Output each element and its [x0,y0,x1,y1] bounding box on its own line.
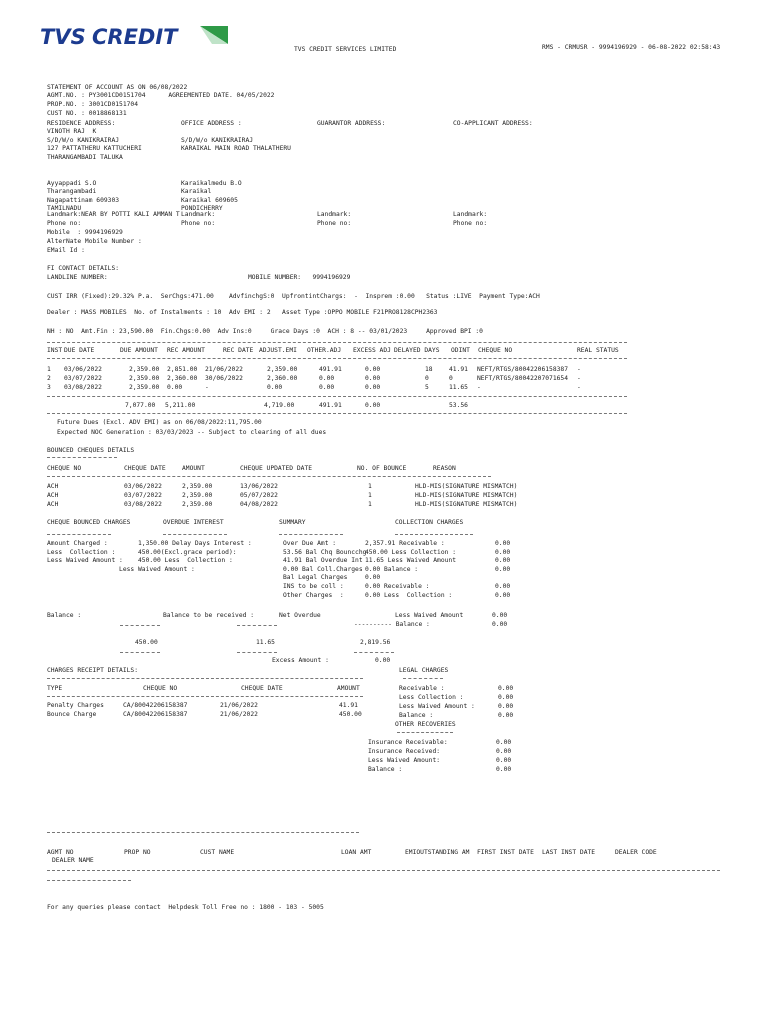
collection-charges-head: COLLECTION CHARGES [395,519,464,526]
table-cell: 491.91 [319,366,342,373]
charges-cell: 0.00 [495,591,511,599]
coapplicant-address-head: CO-APPLICANT ADDRESS: [453,120,533,127]
net-overdue-label: Net Overdue [279,612,321,619]
divider [47,696,363,697]
legal-value: 0.00 [498,703,514,710]
table-cell: HLD-MIS(SIGNATURE MISMATCH) [415,501,518,508]
table-cell: - [577,375,581,382]
table-cell: 21/06/2022 [220,711,258,718]
charges-cell: 0.00 [495,548,511,556]
residence-address-line: Ayyappadi S.O [47,179,97,187]
future-dues: Future Dues (Excl. ADV EMI) as on 06/08/2022:11,795.00 [57,419,262,426]
divider [237,652,277,653]
table-cell: 5 [425,384,429,391]
total-cell: 53.56 [449,402,468,409]
table-cell: - [577,384,581,391]
residence-address-head: RESIDENCE ADDRESS: [47,120,116,127]
column-header: CHEQUE NO [478,347,513,354]
divider [397,732,453,733]
table-cell: 2,359.00 [129,366,160,373]
table-cell: 0.00 [267,384,283,391]
table-cell: 03/06/2022 [124,483,162,490]
balance-value: 450.00 [135,639,158,646]
tvs-credit-logo [40,24,230,52]
office-address-line: S/D/W/o KANIKRAIRAJ [181,136,254,144]
table-cell: 0.00 [319,375,335,382]
other-recoveries-label: Balance : [368,766,403,773]
dealer-name-head: DEALER NAME [52,857,94,864]
table-cell: NEFT/RTGS/80042207071654 [477,375,568,382]
divider [47,832,359,833]
charges-cell: 53.56 Bal Chq Bouncchg [283,548,367,556]
table-cell: 1 [368,501,372,508]
table-cell: 0 [425,375,429,382]
charges-cell: 0.00 Bal Coll.Charges [283,565,363,573]
column-header: EXCESS ADJ [353,347,391,354]
column-header: REC AMOUNT [167,347,205,354]
charges-cell: Over Due Amt : [283,540,337,547]
net-overdue-value: 2,819.56 [360,639,391,646]
landmark-residence: Landmark:NEAR BY POTTI KALI AMMAN T [47,211,180,218]
other-recoveries-label: Insurance Receivable: [368,739,448,746]
total-cell: 491.91 [319,402,342,409]
column-header: LOAN AMT [341,849,372,856]
charges-cell: 0.00 Receivable : [365,583,430,590]
installment-table-header [47,348,637,356]
other-recoveries-value: 0.00 [496,748,512,755]
residence-address-line: VINOTH RAJ K [47,128,97,135]
column-header: CHEQUE UPDATED DATE [240,465,313,472]
divider [47,870,720,871]
table-cell: CA/80042206158387 [123,702,188,709]
guarantor-address-head: GUARANTOR ADDRESS: [317,120,386,127]
charges-cell: 2,357.91 Receivable : [365,540,445,547]
balance-to-receive-label: Balance to be received : [163,612,254,619]
overdue-interest-head: OVERDUE INTEREST [163,519,224,526]
charges-row [47,541,637,549]
charges-cell: 450.00 Less Collection : [365,548,456,556]
other-recoveries-title: OTHER RECOVERIES [395,721,456,728]
column-header: REAL STATUS [577,347,619,354]
office-address-line: PONDICHERRY [181,205,223,213]
column-header: DUE DATE [64,347,95,354]
balance-line-2-value: 0.00 [492,621,508,628]
table-row [47,712,637,720]
office-address-line: Karaikalmedu B.O [181,179,242,187]
charges-cell: 0.00 [365,574,381,582]
charges-cell: 0.00 Less Collection : [365,591,453,599]
legal-label: Balance : [399,712,434,719]
divider [47,457,117,458]
table-cell: 03/08/2022 [124,501,162,508]
table-cell: 2 [47,375,51,382]
email-line: EMail Id : [47,247,85,254]
legal-value: 0.00 [498,694,514,701]
total-cell: 5,211.00 [165,402,196,409]
divider [47,342,627,343]
column-header: INST [47,347,63,354]
column-header: FIRST INST DATE [477,849,534,856]
column-header: CHEQUE NO [47,465,82,472]
excess-amount-label: Excess Amount : [272,657,329,664]
table-cell: 03/07/2022 [64,375,102,382]
helpdesk-line: For any queries please contact Helpdesk Toll Free no : 1800 - 103 - 5005 [47,904,324,911]
table-cell: ACH [47,501,59,508]
charges-cell: Other Charges : [283,591,344,599]
table-row [47,376,637,384]
mobile-line: Mobile : 9994196929 [47,229,123,236]
charges-cell: 0.00 Balance : [365,565,419,573]
table-cell: ACH [47,492,59,499]
table-cell: 0.00 [365,375,381,382]
column-header: REASON [433,465,456,472]
table-cell: 13/06/2022 [240,483,278,490]
table-cell: 2,851.00 [167,366,198,373]
svg-text:CREDIT: CREDIT [92,25,178,49]
divider [47,358,627,359]
column-header: DELAYED DAYS [394,347,440,354]
residence-address-line: TAMILNADU [47,205,82,213]
table-row [47,703,637,711]
table-cell: 1 [368,483,372,490]
svg-text:TVS: TVS [40,25,86,49]
charges-cell: Amount Charged : 1,350.00 Delay Days Interest : [47,540,252,547]
charges-cell: 11.65 Less Waived Amount [365,557,456,565]
column-header: NO. OF BOUNCE [357,465,407,472]
summary-head: SUMMARY [279,519,306,526]
agreement-line: AGMT.NO. : PY3001CD0151704 AGREEMENTED DATE. 04/05/2022 [47,92,275,99]
residence-address-line: Nagapattinam 609303 [47,196,120,204]
column-header: CHEQUE DATE [124,465,166,472]
charges-row [47,593,637,601]
table-cell: 1 [368,492,372,499]
divider [47,476,491,477]
landmark-office: Landmark: [181,211,216,218]
table-row [47,367,637,375]
legal-value: 0.00 [498,712,514,719]
total-cell: 7,077.00 [125,402,156,409]
charges-cell: 41.91 Bal Overdue Int [283,557,363,565]
table-cell: 2,359.00 [182,492,213,499]
fi-mobile-line: MOBILE NUMBER: 9994196929 [248,274,351,281]
residence-address-line: Tharangambadi [47,188,97,196]
table-cell: 03/06/2022 [64,366,102,373]
divider [395,534,473,535]
column-header: TYPE [47,685,63,692]
divider [237,625,277,626]
charges-cell: 0.00 [495,565,511,573]
table-cell: 18 [425,366,433,373]
table-cell: 05/07/2022 [240,492,278,499]
table-cell: - [205,384,209,391]
balance-line-2: ---------- Balance : [354,621,430,628]
landmark-guarantor: Landmark: [317,211,352,218]
excess-amount-value: 0.00 [375,657,391,664]
divider [163,534,227,535]
table-cell: - [577,366,581,373]
table-cell: 0.00 [365,384,381,391]
charges-cell: Less Waived Amount : [47,565,195,573]
table-cell: 03/07/2022 [124,492,162,499]
logo-graphic [40,24,230,52]
landline-line: LANDLINE NUMBER: [47,274,108,281]
phone-office: Phone no: [181,220,216,227]
column-header: ADJUST.EMI [259,347,297,354]
other-recoveries-value: 0.00 [496,766,512,773]
table-cell: 30/06/2022 [205,375,243,382]
table-row [47,484,637,492]
table-row [47,502,637,510]
legal-charges-title: LEGAL CHARGES [399,667,449,674]
office-address-head: OFFICE ADDRESS : [181,120,242,127]
column-header: CHEQUE DATE [241,685,283,692]
noc-generation: Expected NOC Generation : 03/03/2023 -- Subject to clearing of all dues [57,429,327,436]
table-cell: 21/06/2022 [220,702,258,709]
column-header: DEALER CODE [615,849,657,856]
company-name: TVS CREDIT SERVICES LIMITED [294,46,397,53]
statement-title: STATEMENT OF ACCOUNT AS ON 06/08/2022 [47,84,188,91]
other-recoveries-value: 0.00 [496,757,512,764]
bounced-cheques-title: BOUNCED CHEQUES DETAILS [47,447,135,454]
residence-address-line: 127 PATTATHERU KATTUCHERI [47,145,142,153]
table-cell: 0.00 [365,366,381,373]
less-waived-value: 0.00 [492,612,508,619]
phone-coapplicant: Phone no: [453,220,488,227]
phone-residence: Phone no: [47,220,82,227]
table-cell: Bounce Charge [47,711,97,718]
table-cell: - [477,384,481,391]
balance-label: Balance : [47,612,82,619]
charges-cell: 0.00 [495,583,511,590]
table-cell: Penalty Charges [47,702,104,709]
column-header: CHEQUE NO [143,685,178,692]
column-header: AMOUNT [182,465,205,472]
table-cell: 2,359.00 [182,501,213,508]
table-cell: 2,360.00 [267,375,298,382]
legal-label: Less Waived Amount : [399,703,475,710]
office-address-line: KARAIKAL MAIN ROAD THALATHERU [181,145,291,153]
divider [120,652,160,653]
installment-totals [47,403,637,411]
table-cell: 2,359.00 [129,375,160,382]
office-address-line: Karaikal [181,188,212,196]
divider [47,534,111,535]
legal-value: 0.00 [498,685,514,692]
divider [47,880,131,881]
receipts-table-header [47,686,637,694]
customer-line: CUST NO. : 0018868131 [47,110,127,117]
table-cell: HLD-MIS(SIGNATURE MISMATCH) [415,492,518,499]
column-header: REC DATE [223,347,254,354]
divider [354,652,394,653]
table-cell: 41.91 [339,702,358,709]
summary-line-2: Dealer : MASS MOBILES No. of Instalments : 10 Adv EMI : 2 Asset Type :OPPO MOBILE F21PRO8128CPH2363 [47,309,438,316]
charges-cell: Less Collection : 450.00(Excl.grace period): [47,548,237,556]
divider [47,413,627,414]
other-recoveries-label: Insurance Received: [368,748,441,755]
column-header: AGMT NO [47,849,74,856]
charges-row [47,558,637,566]
office-address-line: Karaikal 609605 [181,196,238,204]
table-cell: 2,359.00 [182,483,213,490]
charges-cell: 0.00 [495,557,511,565]
table-cell: 0.00 [319,384,335,391]
summary-line-3: NH : NO Amt.Fin : 23,590.00 Fin.Chgs:0.00 Adv Ins:0 Grace Days :0 ACH : 8 -- 03/01/2023 Approved BPI :0 [47,328,483,335]
charges-cell: Less Waived Amount : 450.00 Less Collection : [47,557,233,565]
column-header: ODINT [451,347,470,354]
table-cell: 41.91 [449,366,468,373]
table-cell: NEFT/RTGS/80042206158387 [477,366,568,373]
table-cell: 03/08/2022 [64,384,102,391]
column-header: OTHER.ADJ [307,347,342,354]
landmark-coapplicant: Landmark: [453,211,488,218]
column-header: CUST NAME [200,849,235,856]
charges-row [47,584,637,592]
proposal-line: PROP.NO. : 3001CD0151704 [47,101,138,108]
cheque-bounced-charges-head: CHEQUE BOUNCED CHARGES [47,519,131,526]
divider [279,534,343,535]
summary-line-1: CUST IRR (Fixed):29.32% P.a. SerChgs:471.00 AdvfinchgS:0 UpfrontintChargs: - Insprem :0.00 Status :LIVE Payment Type:ACH [47,293,540,300]
table-row [47,493,637,501]
table-cell: 2,360.00 [167,375,198,382]
rms-stamp: RMS - CRMUSR - 9994196929 - 06-08-2022 02:58:43 [542,44,721,51]
table-cell: 2,359.00 [129,384,160,391]
table-cell: ACH [47,483,59,490]
divider [47,678,363,679]
total-cell: 4,719.00 [264,402,295,409]
column-header: DUE AMOUNT [120,347,158,354]
table-cell: 2,359.00 [267,366,298,373]
table-cell: HLD-MIS(SIGNATURE MISMATCH) [415,483,518,490]
legal-label: Receivable : [399,685,445,692]
total-cell: 0.00 [365,402,381,409]
fi-contact-title: FI CONTACT DETAILS: [47,265,120,272]
table-row [47,385,637,393]
divider [403,678,443,679]
charges-receipt-title: CHARGES RECEIPT DETAILS: [47,667,138,674]
table-cell: 3 [47,384,51,391]
table-cell: 0.00 [167,384,183,391]
charges-cell: INS to be coll : [283,583,344,590]
column-header: EMIOUTSTANDING AM [405,849,470,856]
legal-label: Less Collection : [399,694,464,701]
residence-address-line: THARANGAMBADI TALUKA [47,153,123,161]
bounced-table-header [47,466,637,474]
charges-cell: Bal Legal Charges [283,574,348,582]
table-cell: CA/80042206158387 [123,711,188,718]
column-header: LAST INST DATE [542,849,596,856]
table-cell: 21/06/2022 [205,366,243,373]
balance-to-receive-value: 11.65 [256,639,275,646]
divider [47,396,627,397]
table-cell: 1 [47,366,51,373]
phone-guarantor: Phone no: [317,220,352,227]
column-header: PROP NO [124,849,151,856]
table-cell: 0 [449,375,453,382]
column-header: AMOUNT [337,685,360,692]
residence-address-line: S/D/W/o KANIKRAIRAJ [47,136,120,144]
charges-cell: 0.00 [495,540,511,547]
divider [120,625,160,626]
table-cell: 04/08/2022 [240,501,278,508]
alt-mobile-line: AlterNate Mobile Number : [47,238,142,245]
less-waived-label: Less Waived Amount [395,612,464,619]
other-recoveries-label: Less Waived Amount: [368,757,441,764]
table-cell: 450.00 [339,711,362,718]
table-cell: 11.65 [449,384,468,391]
other-recoveries-value: 0.00 [496,739,512,746]
footer-table-header [47,850,727,858]
